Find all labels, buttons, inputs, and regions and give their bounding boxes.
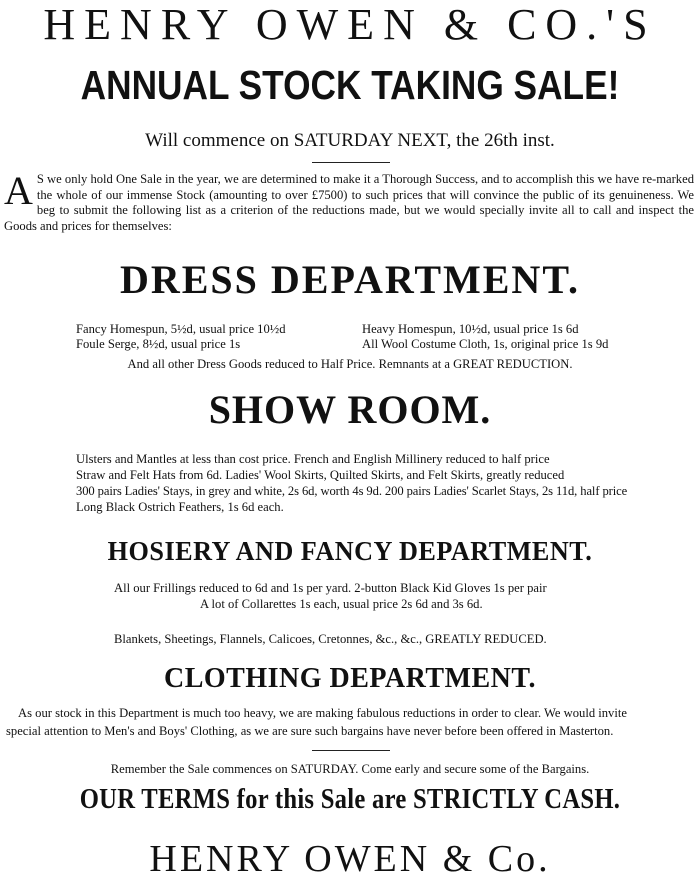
show-room-line: Long Black Ostrich Feathers, 1s 6d each. [76,500,284,514]
sale-reminder: Remember the Sale commences on SATURDAY. Come early and secure some of the Bargains. [110,762,590,776]
clothing-department-heading: CLOTHING DEPARTMENT. [163,663,536,694]
hosiery-blankets: Blankets, Sheetings, Flannels, Calicoes, Cretonnes, &c., &c., GREATLY REDUCED. [114,632,547,646]
show-room-line: 300 pairs Ladies' Stays, in grey and white, 2s 6d, worth 4s 9d. 200 pairs Ladies' Scarlet Stays, 2s 11d, half price [76,484,628,498]
dress-item: Foule Serge, 8½d, usual price 1s [76,337,241,351]
clothing-line: special attention to Men's and Boys' Clothing, as we are sure such bargains have never before been offered in Masterton. [6,724,614,738]
firm-title: HENRY OWEN & CO.'S [43,0,657,49]
drop-cap: A [4,168,33,213]
commence-notice: Will commence on SATURDAY NEXT, the 26th inst. [145,130,555,151]
dress-left-column [76,322,286,352]
dress-department-heading: DRESS DEPARTMENT. [119,257,581,302]
show-room-line: Ulsters and Mantles at less than cost price. French and English Millinery reduced to half price [76,452,550,466]
intro-text: S we only hold One Sale in the year, we are determined to make it a Thorough Success, and to accomplish this we have re-marked the whole of our immense Stock (amounting to over £7500) to such prices that will convince the public of its genuineness. We beg to submit the following list as a criterion of the reductions made, but we would specially invite all to call and inspect the Goods and prices for themselves: [4,172,694,233]
sale-heading: ANNUAL STOCK TAKING SALE! [80,62,620,108]
dress-footer: And all other Dress Goods reduced to Half Price. Remnants at a GREAT REDUCTION. [127,357,573,371]
divider [312,750,390,751]
firm-signature: HENRY OWEN & Co. [149,838,551,880]
hosiery-department-heading: HOSIERY AND FANCY DEPARTMENT. [107,536,593,566]
dress-item: All Wool Costume Cloth, 1s, original price 1s 9d [362,337,609,351]
dress-item: Fancy Homespun, 5½d, usual price 10½d [76,322,286,336]
intro-paragraph [4,168,694,234]
hosiery-line: A lot of Collarettes 1s each, usual price 2s 6d and 3s 6d. [200,597,483,611]
show-room-heading: SHOW ROOM. [208,387,492,432]
show-room-line: Straw and Felt Hats from 6d. Ladies' Wool Skirts, Quilted Skirts, and Felt Skirts, greatly reduced [76,468,565,482]
hosiery-line: All our Frillings reduced to 6d and 1s per yard. 2-button Black Kid Gloves 1s per pair [114,581,547,595]
divider [312,162,390,163]
dress-right-column [362,322,608,352]
terms-heading: OUR TERMS for this Sale are STRICTLY CASH. [79,784,621,815]
clothing-line: As our stock in this Department is much too heavy, we are making fabulous reductions in order to clear. We would invite [18,706,627,720]
dress-item: Heavy Homespun, 10½d, usual price 1s 6d [362,322,579,336]
